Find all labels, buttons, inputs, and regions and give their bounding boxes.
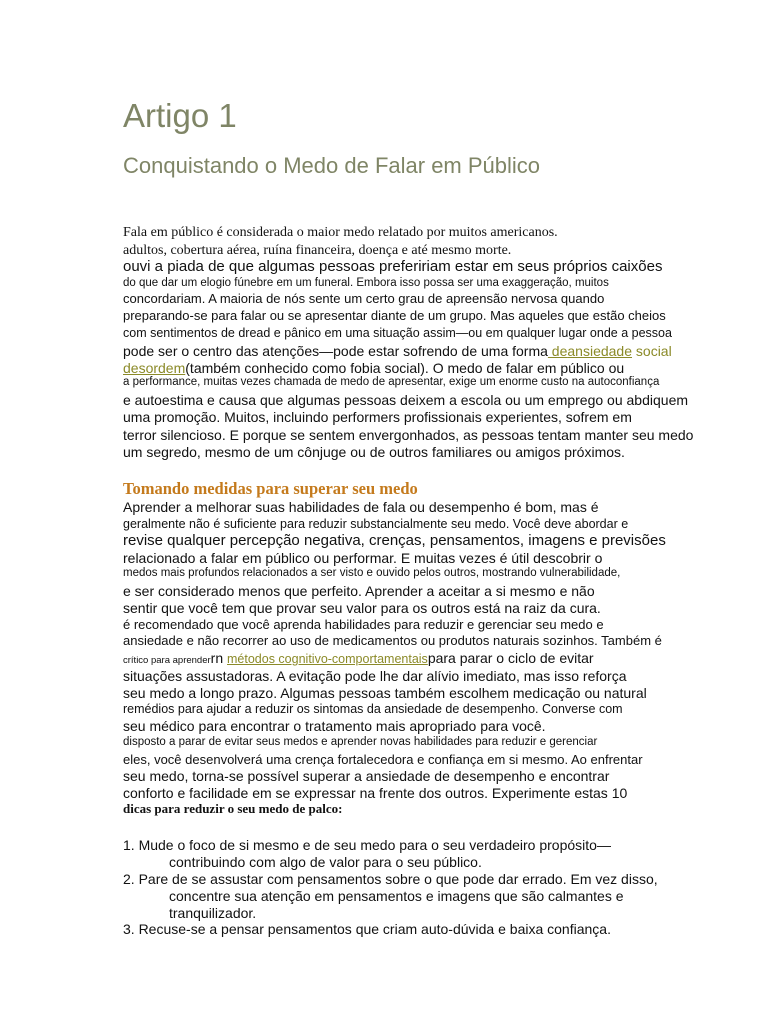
list-item-1-cont: contribuindo com algo de valor para o seu público. <box>169 854 482 870</box>
section-line-2: geralmente não é suficiente para reduzir substancialmente seu medo. Você deve abordar e <box>123 517 629 531</box>
article-title: Artigo 1 <box>123 97 237 134</box>
intro-line-11: e autoestima e causa que algumas pessoas deixem a escola ou um emprego ou abdiquem <box>123 392 689 408</box>
intro-line-1: Fala em público é considerada o maior medo relatado por muitos americanos. <box>123 225 558 240</box>
section-line-14: seu médico para encontrar o tratamento mais apropriado para você. <box>123 718 546 734</box>
intro-line-4: do que dar um elogio fúnebre em um funeral. Embora isso possa ser uma exaggeração, muitos <box>123 277 609 289</box>
intro-line-14: um segredo, mesmo de um cônjuge ou de outros familiares ou amigos próximos. <box>123 444 625 460</box>
section-line-3: revise qualquer percepção negativa, crenças, pensamentos, imagens e previsões <box>123 532 666 549</box>
intro-line-12: uma promoção. Muitos, incluindo performers profissionais experientes, sofrem em <box>123 409 632 425</box>
section-line-18: conforto e facilidade em se expressar na frente dos outros. Experimente estas 10 <box>123 785 628 801</box>
section-line-10-fragment: rn <box>210 650 228 666</box>
section-line-4: relacionado a falar em público ou performar. E muitas vezes é útil descobrir o <box>123 550 603 566</box>
social-anxiety-link-part-3[interactable]: social <box>632 343 672 359</box>
list-item-2: 2. Pare de se assustar com pensamentos sobre o que pode dar errado. Em vez disso, <box>123 871 658 887</box>
list-item-2-cont: concentre sua atenção em pensamentos e imagens que são calmantes e <box>169 888 624 904</box>
section-line-16: eles, você desenvolverá uma crença fortalecedora e confiança em si mesmo. Ao enfrentar <box>123 752 643 767</box>
disorder-link[interactable]: desordem <box>123 360 186 376</box>
section-line-10-tail: para parar o ciclo de evitar <box>427 650 594 666</box>
section-line-19: dicas para reduzir o seu medo de palco: <box>123 801 343 816</box>
article-subtitle: Conquistando o Medo de Falar em Público <box>123 153 541 178</box>
list-item-3: 3. Recuse-se a pensar pensamentos que criam auto-dúvida e baixa confiança. <box>123 921 611 937</box>
section-line-11: situações assustadoras. A evitação pode lhe dar alívio imediato, mas isso reforça <box>123 668 627 684</box>
section-line-5: medos mais profundos relacionados a ser visto e ouvido pelos outros, mostrando vulnerabilidade, <box>123 567 621 579</box>
intro-line-9-text: (também conhecido como fobia social). O medo de falar em público ou <box>185 360 625 376</box>
social-anxiety-link-part-2[interactable]: ansiedade <box>567 343 633 359</box>
intro-line-3: ouvi a piada de que algumas pessoas prefeririam estar em seus próprios caixões <box>123 258 663 275</box>
section-line-17: seu medo, torna-se possível superar a ansiedade de desempenho e encontrar <box>123 768 610 784</box>
social-anxiety-link-part-1[interactable]: de <box>547 343 568 359</box>
intro-line-5: concordariam. A maioria de nós sente um certo grau de apreensão nervosa quando <box>123 291 605 306</box>
section-line-8: é recomendado que você aprenda habilidades para reduzir e gerenciar seu medo e <box>123 617 604 632</box>
intro-line-8-text: pode ser o centro das atenções—pode estar sofrendo de uma forma <box>123 343 548 359</box>
section-line-1: Aprender a melhorar suas habilidades de fala ou desempenho é bom, mas é <box>123 499 599 515</box>
section-heading: Tomando medidas para superar seu medo <box>123 479 418 498</box>
intro-line-2: adultos, cobertura aérea, ruína financeira, doença e até mesmo morte. <box>123 243 512 258</box>
list-item-1: 1. Mude o foco de si mesmo e de seu medo para o seu verdadeiro propósito— <box>123 837 611 853</box>
section-line-6: e ser considerado menos que perfeito. Aprender a aceitar a si mesmo e não <box>123 583 595 599</box>
intro-line-8 <box>123 343 672 360</box>
section-line-12: seu medo a longo prazo. Algumas pessoas também escolhem medicação ou natural <box>123 685 647 701</box>
intro-line-13: terror silencioso. E porque se sentem envergonhados, as pessoas tentam manter seu medo <box>123 427 694 443</box>
list-item-2-cont-2: tranquilizador. <box>169 905 257 921</box>
intro-line-10: a performance, muitas vezes chamada de medo de apresentar, exige um enorme custo na autoconfiança <box>123 376 660 388</box>
section-line-9: ansiedade e não recorrer ao uso de medicamentos ou produtos naturais sozinhos. Também é <box>123 633 662 648</box>
section-line-10-text: crítico para aprender <box>123 655 211 666</box>
section-line-13: remédios para ajudar a reduzir os sintomas da ansiedade de desempenho. Converse com <box>123 702 623 716</box>
section-line-7: sentir que você tem que provar seu valor para os outros está na raiz da cura. <box>123 600 601 616</box>
intro-line-7: com sentimentos de dread e pânico em uma situação assim—ou em qualquer lugar onde a pessoa <box>123 326 672 340</box>
section-line-15: disposto a parar de evitar seus medos e aprender novas habilidades para reduzir e gerenciar <box>123 736 598 748</box>
intro-line-6: preparando-se para falar ou se apresentar diante de um grupo. Mas aqueles que estão cheios <box>123 308 666 323</box>
cbt-methods-link[interactable]: métodos cognitivo-comportamentais <box>227 652 428 666</box>
section-line-10 <box>123 650 594 668</box>
